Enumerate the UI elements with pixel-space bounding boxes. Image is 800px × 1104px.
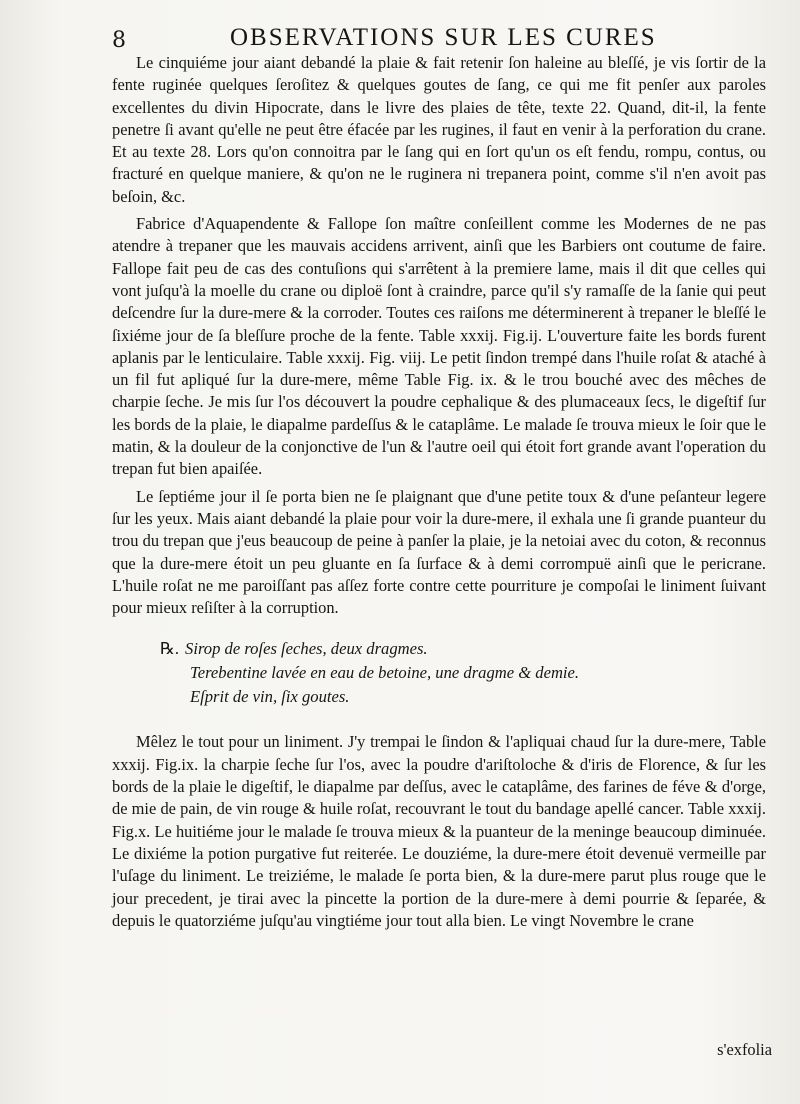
recipe-line-text: Sirop de roſes ſeches, deux dragmes. <box>185 639 428 659</box>
running-title: OBSERVATIONS SUR LES CURES <box>230 24 657 51</box>
body-text <box>112 52 766 932</box>
rx-symbol: ℞. <box>160 639 180 659</box>
recipe-line: Eſprit de vin, ſix goutes. <box>190 687 350 707</box>
page-number: 8 <box>112 28 126 53</box>
page-header <box>112 22 752 56</box>
recipe-block <box>160 637 766 709</box>
paragraph-fifth-day: Le cinquiéme jour aiant debandé la plaie & fait retenir ſon haleine au bleſſé, je vis ſortir de la fente ruginée quelques ſeroſitez & quelques goutes de ſang, ce qui me fit penſer aux paroles excellentes du divin Hipocrate, dans le livre des plaies de tête, texte 22. Quand, dit-il, la fente penetre ſi avant qu'elle ne peut être éfacée par les rugines, il faut en venir à la perforation du crane. Et au texte 28. Lors qu'on connoitra par le ſang qui en ſort qu'un os eſt fendu, rompu, contus, ou fracturé en quelque maniere, & qu'on ne le ruginera ni trepanera point, comme s'il n'en avoit pas beſoin, &c. <box>112 53 766 206</box>
paragraph-fabrice-fallope: Fabrice d'Aquapendente & Fallope ſon maître conſeillent comme les Modernes de ne pas atendre à trepaner que les mauvais accidens arrivent, ainſi que les Barbiers ont coutume de faire. Fallope fait peu de cas des contuſions qui s'arrêtent à la premiere lame, mais il dit que celles qui vont juſqu'à la moelle du crane ou diploë ſont à craindre, parce qu'il s'y ramaſſe de la ſanie qui peut deſcendre ſur la dure-mere & la corroder. Toutes ces raiſons me déterminerent à trepaner le bleſſé le ſixiéme jour de ſa bleſſure proche de la fente. Table xxxij. Fig.ij. L'ouverture faite les bords furent aplanis par le lenticulaire. Table xxxij. Fig. viij. Le petit ſindon trempé dans l'huile roſat & ataché à un fil fut apliqué ſur la dure-mere, même Table Fig. ix. & le trou bouché avec des mêches de charpie ſeche. Je mis ſur l'os découvert la poudre cephalique & des plumaceaux ſecs, le digeſtif ſur les bords de la plaie, le diapalme pardeſſus & le cataplâme. Le malade ſe trouva mieux le ſoir que le matin, & la douleur de la conjonctive de l'un & l'autre oeil qui étoit fort grande avant l'operation du trepan fut bien apaiſée. <box>112 214 766 479</box>
paragraph-liniment: Mêlez le tout pour un liniment. J'y trempai le ſindon & l'apliquai chaud ſur la dure-mere, Table xxxij. Fig.ix. la charpie ſeche ſur l'os, avec la poudre d'ariſtoloche & d'iris de Florence, & ſur les bords de la plaie le digeſtif, le diapalme par deſſus, avec le cataplâme, des farines de féve & d'orge, de mie de pain, de vin rouge & huile roſat, recouvrant le tout du bandage apellé cancer. Table xxxij. Fig.x. Le huitiéme jour le malade ſe trouva mieux & la puanteur de la meninge beaucoup diminuée. Le dixiéme la potion purgative fut reiterée. Le douziéme, la dure-mere étoit devenuë vermeille par l'uſage du liniment. Le treiziéme, le malade ſe porta bien, & la dure-mere parut plus rouge que le jour precedent, je tirai avec la pincette la portion de la dure-mere à demi pourrie & ſeparée, & depuis le quatorziéme juſqu'au vingtiéme jour tout alla bien. Le vingt Novembre le crane <box>112 732 766 930</box>
catchword: s'exfolia <box>717 1040 772 1059</box>
paragraph-seventh-day: Le ſeptiéme jour il ſe porta bien ne ſe plaignant que d'une petite toux & d'une peſanteur legere ſur les yeux. Mais aiant debandé la plaie pour voir la dure-mere, il exhala une ſi grande puanteur du trou du trepan que j'eus beaucoup de peine à panſer la plaie, je la netoiai avec du coton, & reconnus que la dure-mere étoit un peu gluante en ſa ſurface & à demi corrompuë ainſi que le pericrane. L'huile roſat ne me paroiſſant pas aſſez forte contre cette pourriture je compoſai le liniment ſuivant pour mieux reſiſter à la corruption. <box>112 486 766 618</box>
recipe-line: Terebentine lavée en eau de betoine, une dragme & demie. <box>190 663 580 683</box>
recipe-line <box>160 637 766 661</box>
